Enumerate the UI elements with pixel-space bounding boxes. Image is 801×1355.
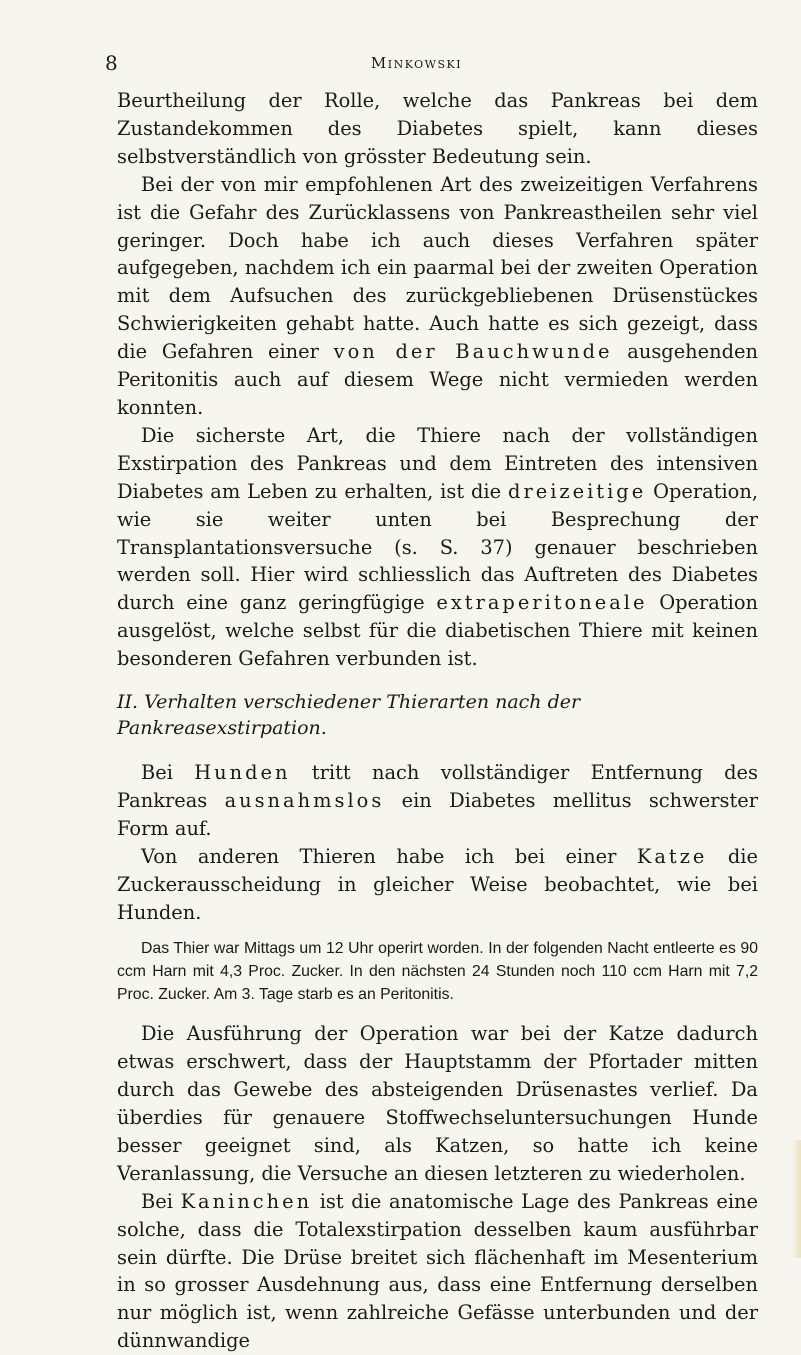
paragraph-cat-operation: Die Ausführung der Operation war bei der Katze dadurch etwas erschwert, dass der Hauptstamm der Pfortader mitten durch das Gewebe des absteigenden Drüsenastes verlief. Da überdies für genauere Stoffwechseluntersuchungen Hunde besser geeignet sind, als Katzen, so hatte ich keine Veranlassung, die Versuche an diesen letzteren zu wiederholen. — [117, 1022, 758, 1185]
emphasis-spaced: Kaninchen — [180, 1189, 313, 1213]
paragraph-text: tritt nach vollständiger Entfernung des Pankreas — [117, 761, 758, 812]
emphasis-spaced: extraperitoneale — [436, 591, 648, 615]
paragraph-text: Die sicherste Art, die Thiere nach der vollständigen Exstirpation des Pankreas und dem Eintreten des intensiven Diabetes am Leben zu erhalten, ist die — [117, 423, 758, 503]
page-number: 8 — [105, 51, 118, 75]
page-header — [103, 50, 730, 76]
running-head: Minkowski — [370, 54, 463, 72]
paragraph-text: Bei der von mir empfohlenen Art des zweizeitigen Verfahrens ist die Gefahr des Zurücklassens von Pankreastheilen sehr viel geringer. Doch habe ich auch dieses Verfahren später aufgegeben, nachdem ich ein paarmal bei der zweiten Operation mit dem Aufsuchen des zurückgebliebenen Drüsenstückes Schwierigkeiten gehabt hatte. Auch hatte es sich gezeigt, dass die Gefahren einer — [117, 172, 758, 364]
paragraph-text: die Zuckerausscheidung in gleicher Weise beobachtet, wie bei Hunden. — [117, 844, 758, 924]
paragraph-rabbits — [117, 1188, 758, 1355]
paragraph-two-stage-procedure — [117, 171, 758, 422]
paragraph-text: Bei — [141, 1189, 173, 1213]
section-heading: II. Verhalten verschiedener Thierarten nach der Pankreasexstirpation. — [117, 691, 581, 740]
emphasis-spaced: ausnahmslos — [224, 788, 385, 812]
paragraph-continuation: Beurtheilung der Rolle, welche das Pankreas bei dem Zustandekommen des Diabetes spielt, kann dieses selbstverständlich von grösster Bedeutung sein. — [117, 89, 758, 168]
paragraph-text: Von anderen Thieren habe ich bei einer — [141, 844, 617, 868]
emphasis-spaced: Katze — [636, 844, 708, 868]
emphasis-spaced: von der Bauchwunde — [333, 340, 613, 364]
paragraph-text: Operation ausgelöst, welche selbst für die diabetischen Thiere mit keinen besonderen Gefahren verbunden ist. — [117, 591, 758, 671]
paragraph-text: ein Diabetes mellitus schwerster Form auf. — [117, 788, 758, 840]
paragraph-text: Bei — [141, 761, 173, 785]
emphasis-spaced: dreizeitige — [508, 479, 647, 503]
paragraph-dogs — [117, 759, 758, 843]
paragraph-three-stage-procedure — [117, 422, 758, 673]
body-text — [117, 87, 758, 1355]
paragraph-cat — [117, 843, 758, 927]
small-print-note: Das Thier war Mittags um 12 Uhr operirt worden. In der folgenden Nacht entleerte es 90 ccm Harn mit 4,3 Proc. Zucker. In den nächsten 24 Stunden noch 110 ccm Harn mit 7,2 Proc. Zucker. Am 3. Tage starb es an Peritonitis. — [117, 940, 758, 1003]
paragraph-text: ist die anatomische Lage des Pankreas eine solche, dass die Totalexstirpation desselben kaum ausführbar sein dürfte. Die Drüse breitet sich flächenhaft im Mesenterium in so grosser Ausdehnung aus, dass eine Entfernung derselben nur möglich ist, wenn zahlreiche Gefässe unterbunden und der dünnwandige — [117, 1189, 758, 1353]
paragraph-text: Operation, wie sie weiter unten bei Besprechung der Transplantationsversuche (s. S. 37) genauer beschrieben werden soll. Hier wird schliesslich das Auftreten des Diabetes durch eine ganz geringfügige — [117, 479, 759, 615]
emphasis-spaced: Hunden — [194, 761, 291, 785]
paragraph-text: ausgehenden Peritonitis auch auf diesem Wege nicht vermieden werden konnten. — [117, 340, 758, 419]
page-edge-shadow — [791, 1140, 801, 1258]
